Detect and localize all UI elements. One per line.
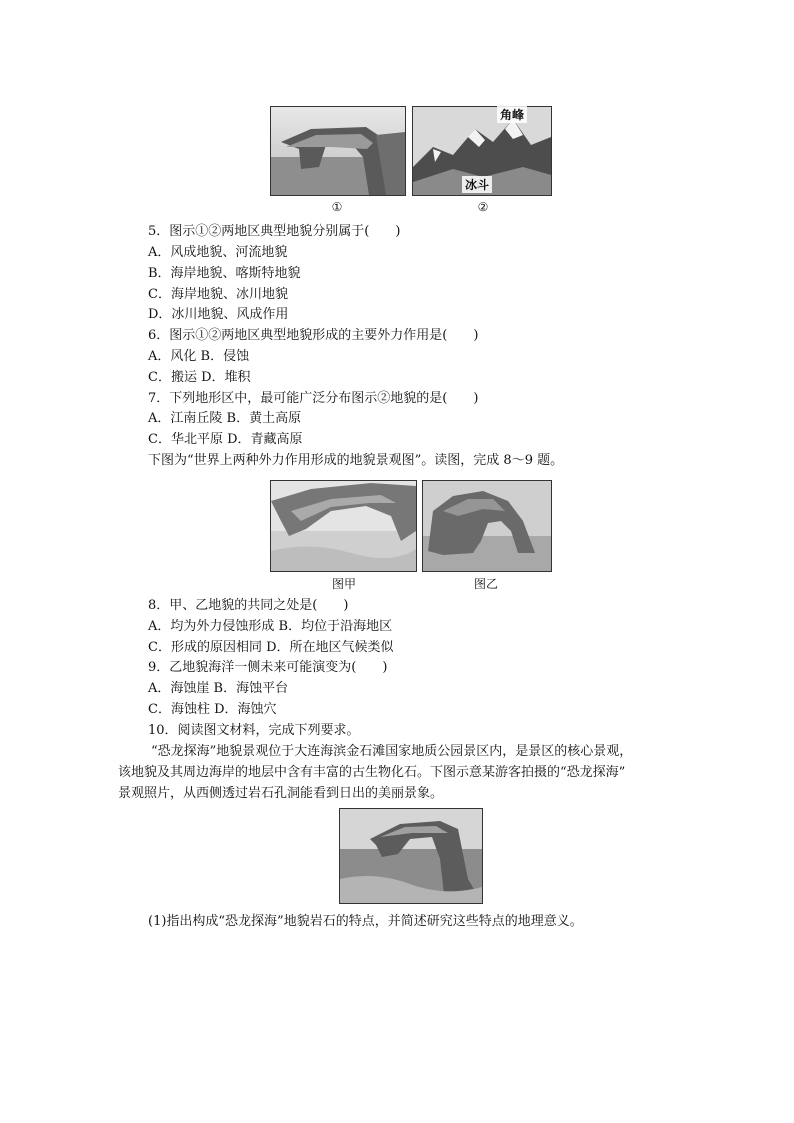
figure-1-sea-arch-photo — [270, 106, 406, 196]
dinosaur-sea-landscape-photo — [339, 808, 483, 904]
q10-subquestion-1: (1)指出构成“恐龙探海”地貌岩石的特点，并简述研究这些特点的地理意义。 — [148, 914, 583, 929]
intro-questions-8-9: 下图为“世界上两种外力作用形成的地貌景观图”。读图，完成 8～9 题。 — [148, 453, 564, 468]
figure-jia-arch-photo — [270, 480, 417, 572]
q5-option-a: A．风成地貌、河流地貌 — [148, 245, 288, 260]
q10-material-line-2: 该地貌及其周边海岸的地层中含有丰富的古生物化石。下图示意某游客拍摄的“恐龙探海” — [118, 765, 626, 780]
caption-figure-1: ① — [331, 200, 343, 214]
q8-option-ab: A．均为外力侵蚀形成 B．均位于沿海地区 — [148, 619, 393, 634]
q10-stem: 10．阅读图文材料，完成下列要求。 — [148, 723, 360, 738]
q5-stem: 5．图示①②两地区典型地貌分别属于( ) — [148, 224, 401, 239]
q8-stem: 8．甲、乙地貌的共同之处是( ) — [148, 598, 349, 613]
q10-material-line-1: “恐龙探海”地貌景观位于大连海滨金石滩国家地质公园景区内，是景区的核心景观， — [151, 744, 633, 759]
q7-option-ab: A．江南丘陵 B．黄土高原 — [148, 411, 302, 426]
q5-option-b: B．海岸地貌、喀斯特地貌 — [148, 266, 301, 281]
q6-option-ab: A．风化 B．侵蚀 — [148, 349, 250, 364]
q7-option-cd: C．华北平原 D．青藏高原 — [148, 432, 303, 447]
label-horn-peak: 角峰 — [497, 106, 527, 123]
q6-stem: 6．图示①②两地区典型地貌形成的主要外力作用是( ) — [148, 328, 479, 343]
caption-figure-yi: 图乙 — [473, 577, 498, 591]
q5-option-c: C．海岸地貌、冰川地貌 — [148, 287, 288, 302]
label-cirque: 冰斗 — [462, 176, 492, 193]
q9-option-ab: A．海蚀崖 B．海蚀平台 — [148, 681, 289, 696]
caption-figure-2: ② — [477, 200, 489, 214]
q8-option-cd: C．形成的原因相同 D．所在地区气候类似 — [148, 640, 394, 655]
q5-option-d: D．冰川地貌、风成作用 — [148, 307, 289, 322]
q9-stem: 9．乙地貌海洋一侧未来可能演变为( ) — [148, 660, 388, 675]
q9-option-cd: C．海蚀柱 D．海蚀穴 — [148, 702, 277, 717]
caption-figure-jia: 图甲 — [331, 577, 356, 591]
q7-stem: 7．下列地形区中，最可能广泛分布图示②地貌的是( ) — [148, 391, 479, 406]
q6-option-cd: C．搬运 D．堆积 — [148, 370, 251, 385]
figure-yi-arch-photo — [422, 480, 552, 572]
q10-material-line-3: 景观照片，从西侧透过岩石孔洞能看到日出的美丽景象。 — [118, 786, 444, 801]
